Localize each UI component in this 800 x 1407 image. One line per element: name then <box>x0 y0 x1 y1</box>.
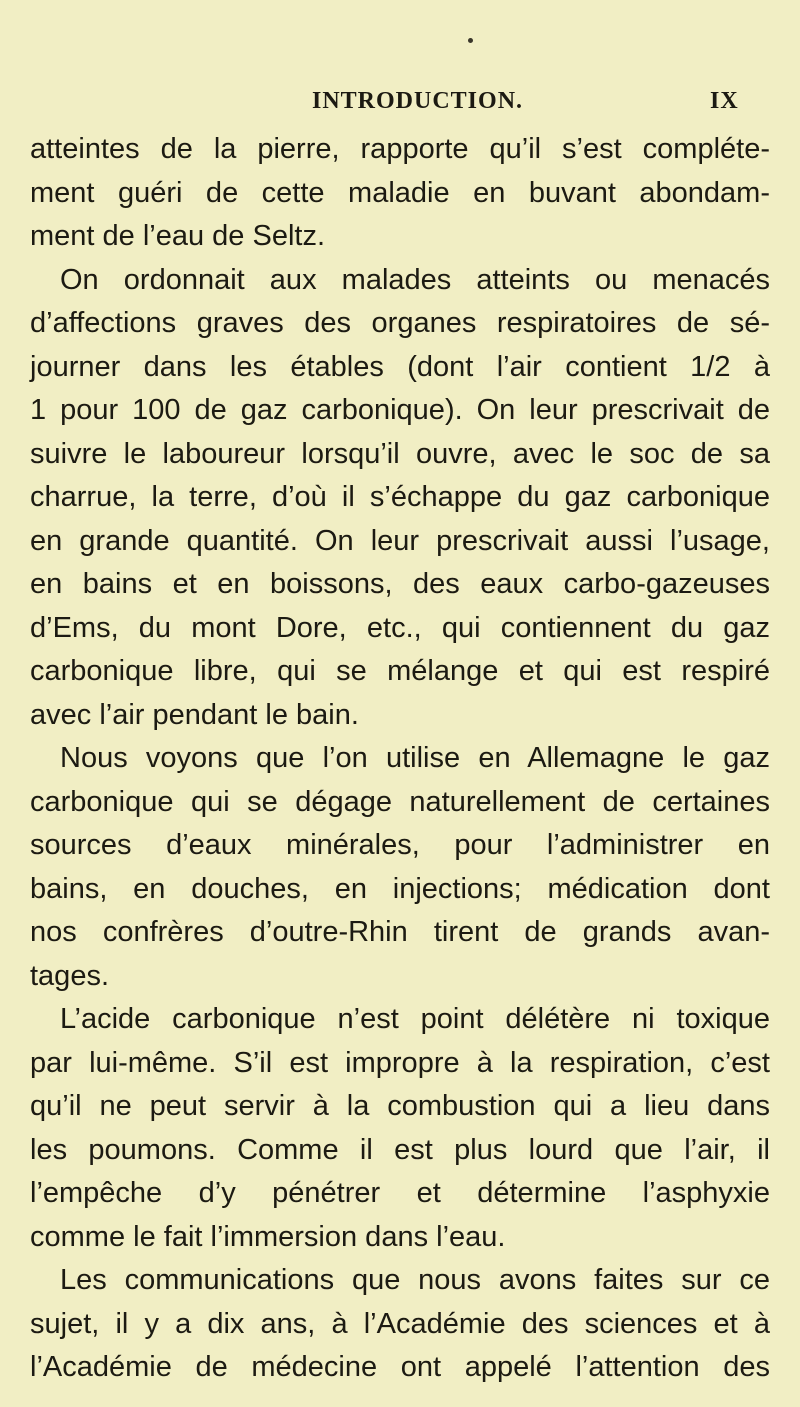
text-line: 1 pour 100 de gaz carbonique). On leur prescrivait de <box>30 394 770 426</box>
text-line: d’Ems, du mont Dore, etc., qui contiennent du gaz <box>30 611 770 644</box>
body-text <box>30 128 770 1390</box>
text-line: en grande quantité. On leur prescrivait aussi l’usage, <box>30 524 770 557</box>
text-line: Nous voyons que l’on utilise en Allemagne le gaz <box>60 742 770 774</box>
text-line: d’affections graves des organes respiratoires de sé- <box>30 307 770 339</box>
text-line: journer dans les étables (dont l’air contient 1/2 à <box>30 350 770 383</box>
text-line: l’Académie de médecine ont appelé l’attention des <box>30 1351 770 1383</box>
text-line: L’acide carbonique n’est point délétère ni toxique <box>60 1003 770 1035</box>
text-line: charrue, la terre, d’où il s’échappe du gaz carbonique <box>30 481 770 513</box>
text-line: carbonique qui se dégage naturellement de certaines <box>30 785 770 818</box>
text-line: On ordonnait aux malades atteints ou menacés <box>60 263 770 296</box>
text-line: comme le fait l’immersion dans l’eau. <box>30 1220 506 1253</box>
text-line: sources d’eaux minérales, pour l’administrer en <box>30 829 770 861</box>
text-line: suivre le laboureur lorsqu’il ouvre, avec le soc de sa <box>30 437 770 470</box>
text-line: atteintes de la pierre, rapporte qu’il s’est compléte- <box>30 133 770 165</box>
text-line: l’empêche d’y pénétrer et détermine l’asphyxie <box>30 1177 770 1209</box>
text-line: sujet, il y a dix ans, à l’Académie des sciences et à <box>30 1307 770 1340</box>
text-line: tages. <box>30 959 109 992</box>
text-line: par lui-même. S’il est impropre à la respiration, c’est <box>30 1046 770 1079</box>
text-line: en bains et en boissons, des eaux carbo-gazeuses <box>30 568 770 600</box>
page-number: IX <box>710 88 739 114</box>
running-title: INTRODUCTION. <box>312 88 524 114</box>
text-line: Les communications que nous avons faites sur ce <box>60 1264 770 1296</box>
text-line: ment guéri de cette maladie en buvant abondam- <box>30 176 770 209</box>
text-line: les poumons. Comme il est plus lourd que l’air, il <box>30 1133 770 1166</box>
text-line: bains, en douches, en injections; médication dont <box>30 872 770 905</box>
text-line: qu’il ne peut servir à la combustion qui a lieu dans <box>30 1090 770 1122</box>
text-line: avec l’air pendant le bain. <box>30 698 359 731</box>
text-line: ment de l’eau de Seltz. <box>30 220 326 252</box>
text-line: nos confrères d’outre-Rhin tirent de grands avan- <box>30 916 770 948</box>
page-header <box>0 88 800 118</box>
page-speck <box>468 38 473 43</box>
text-line: carbonique libre, qui se mélange et qui est respiré <box>30 655 770 687</box>
